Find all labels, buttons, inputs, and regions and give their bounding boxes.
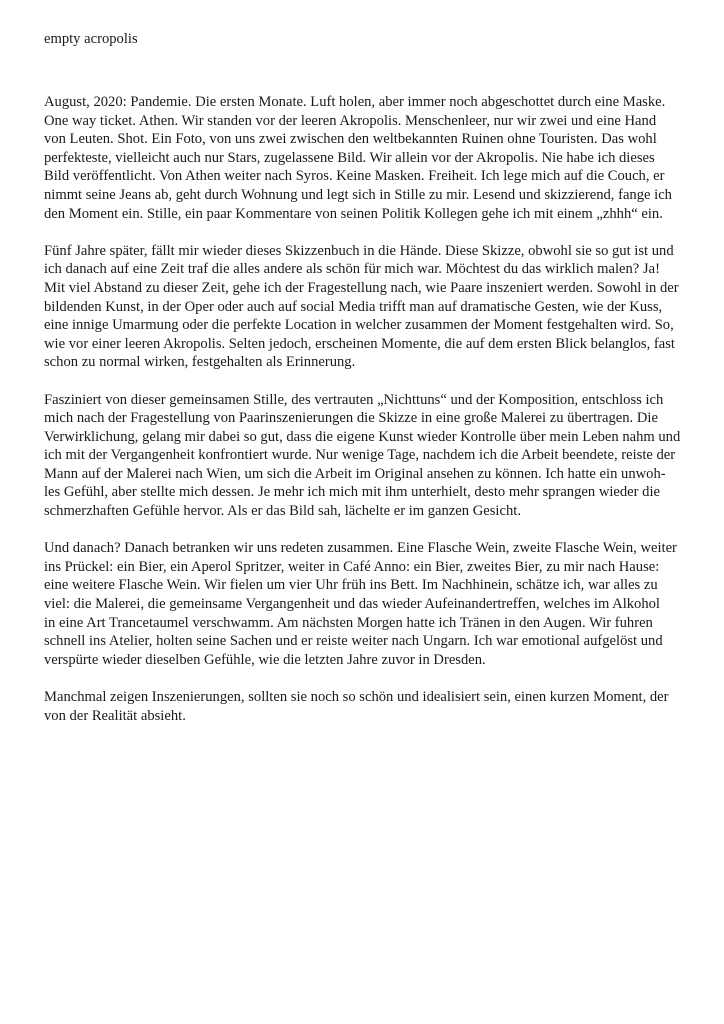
paragraph-3	[44, 391, 680, 521]
text-line: ich danach auf eine Zeit traf die alles andere als schön für mich war. Möchtest du das wirklich malen? Ja!	[44, 261, 660, 278]
paragraph-2	[44, 242, 680, 372]
text-line: Manchmal zeigen Inszenierungen, sollten sie noch so schön und idealisiert sein, einen kurzen Moment, der	[44, 689, 669, 705]
document-body	[44, 93, 680, 744]
text-line: Fasziniert von dieser gemeinsamen Stille, des vertrauten „Nichttuns“ und der Komposition, entschloss ich	[44, 391, 664, 408]
text-line: Verwirklichung, gelang mir dabei so gut, dass die eigene Kunst wieder Kontrolle über mein Leben nahm und	[44, 428, 681, 445]
text-line: viel: die Malerei, die gemeinsame Vergangenheit und das wieder Aufeinandertreffen, welches im Alkohol	[44, 596, 660, 613]
text-line: den Moment ein. Stille, ein paar Kommentare von seinen Politik Kollegen gehe ich mit einem „zhhh“ ein.	[44, 205, 663, 222]
text-line: von Leuten. Shot. Ein Foto, von uns zwei zwischen den weltbekannten Ruinen ohne Touristen. Das wohl	[44, 131, 657, 148]
text-line: les Gefühl, aber stellte mich dessen. Je mehr ich mich mit ihm unterhielt, desto mehr sprangen wieder die	[44, 484, 661, 501]
text-line: Und danach? Danach betranken wir uns redeten zusammen. Eine Flasche Wein, zweite Flasche Wein, weiter	[44, 540, 677, 557]
document-title: empty acropolis	[44, 31, 138, 47]
text-line: ich mit der Vergangenheit konfrontiert wurde. Nur wenige Tage, nachdem ich die Arbeit beendete, reiste der	[44, 447, 676, 464]
text-line: One way ticket. Athen. Wir standen vor der leeren Akropolis. Menschenleer, nur wir zwei und eine Hand	[44, 112, 657, 129]
text-line: eine innige Umarmung oder die perfekte Location in welcher zusammen der Moment festgehalten wird. So,	[44, 317, 674, 334]
text-line: perfekteste, vielleicht auch nur Stars, zugelassene Bild. Wir allein vor der Akropolis. Nie habe ich dieses	[44, 149, 655, 166]
text-line: von der Realität absieht.	[44, 707, 186, 724]
paragraph-5	[44, 688, 680, 725]
text-line: schon zu normal wirken, festgehalten als Erinnerung.	[44, 354, 356, 371]
text-line: eine weitere Flasche Wein. Wir fielen um vier Uhr früh ins Bett. Im Nachhinein, schätze ich, war alles zu	[44, 577, 658, 594]
text-line: August, 2020: Pandemie. Die ersten Monate. Luft holen, aber immer noch abgeschottet durch eine Maske.	[44, 94, 666, 110]
text-line: Mann auf der Malerei nach Wien, um sich die Arbeit im Original ansehen zu können. Ich hatte ein unwoh-	[44, 465, 666, 482]
text-line: Bild veröffentlicht. Von Athen weiter nach Syros. Keine Masken. Freiheit. Ich lege mich auf die Couch, er	[44, 168, 665, 185]
text-line: schmerzhaften Gefühle hervor. Als er das Bild sah, lächelte er im ganzen Gesicht.	[44, 503, 521, 520]
text-line: Fünf Jahre später, fällt mir wieder dieses Skizzenbuch in die Hände. Diese Skizze, obwohl sie so gut ist und	[44, 242, 674, 259]
paragraph-4	[44, 539, 680, 669]
text-line: verspürte wieder dieselben Gefühle, wie die letzten Jahre zuvor in Dresden.	[44, 651, 486, 668]
text-line: ins Prückel: ein Bier, ein Aperol Spritzer, weiter in Café Anno: ein Bier, zweites Bier, zu mir nach Hause:	[44, 558, 660, 575]
text-line: mich nach der Fragestellung von Paarinszenierungen die Skizze in eine große Malerei zu übertragen. Die	[44, 410, 658, 427]
text-line: wie vor einer leeren Akropolis. Selten jedoch, erscheinen Momente, die auf dem ersten Blick belanglos, fast	[44, 335, 675, 352]
text-line: in eine Art Trancetaumel verschwamm. Am nächsten Morgen hatte ich Tränen in den Augen. Wir fuhren	[44, 614, 653, 631]
text-line: schnell ins Atelier, holten seine Sachen und er reiste weiter nach Ungarn. Ich war emotional aufgelöst und	[44, 633, 663, 650]
paragraph-1	[44, 93, 680, 223]
text-line: bildenden Kunst, in der Oper oder auch auf social Media trifft man auf dramatische Gesten, wie der Kuss,	[44, 298, 663, 315]
text-line: nimmt seine Jeans ab, geht durch Wohnung und legt sich in Stille zu mir. Lesend und skizzierend, fange ich	[44, 186, 672, 203]
text-line: Mit viel Abstand zu dieser Zeit, gehe ich der Fragestellung nach, wie Paare inszeniert werden. Sowohl in der	[44, 279, 679, 296]
